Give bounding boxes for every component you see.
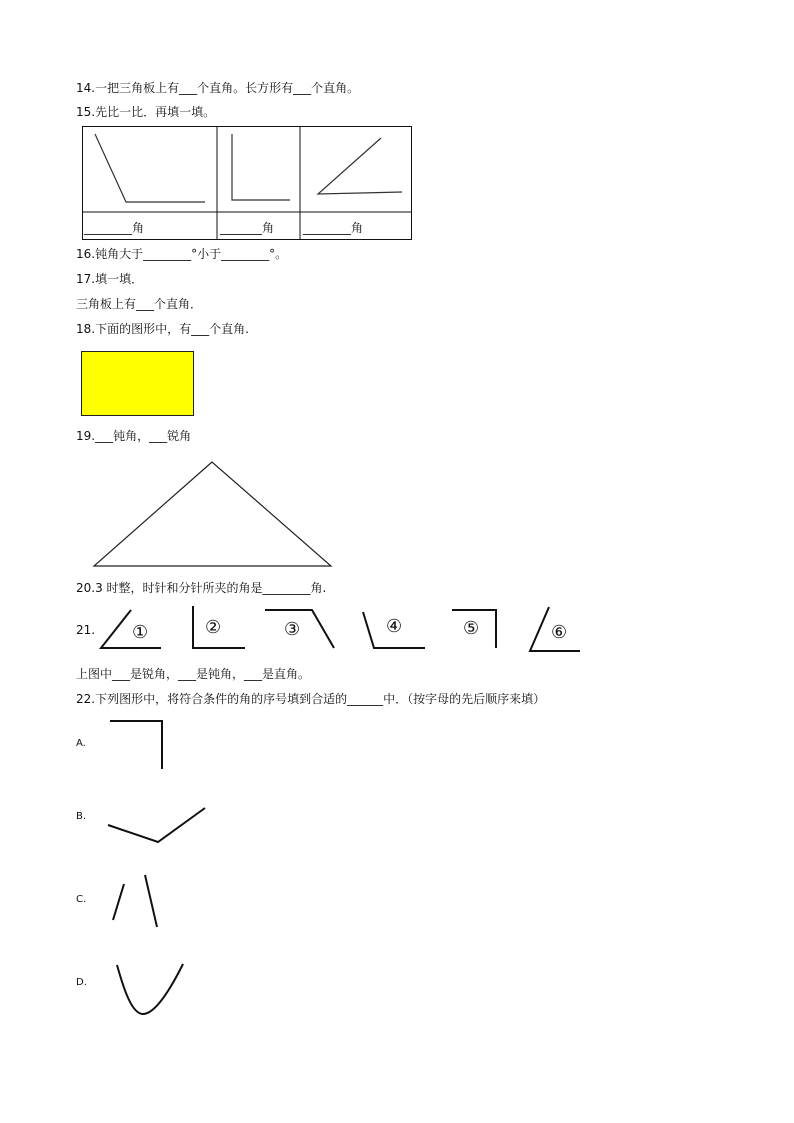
option-b-label: B.	[76, 811, 87, 822]
mark-2: ②	[205, 617, 222, 638]
mark-1: ①	[132, 622, 149, 643]
question-21-label: 21.	[76, 623, 96, 637]
mark-6: ⑥	[551, 622, 568, 643]
option-a-label: A.	[76, 738, 86, 749]
table-cell-2: _______角	[220, 221, 275, 235]
option-c-angle	[113, 875, 157, 927]
question-17-title: 17.填一填．	[76, 272, 144, 286]
table-cell-1: ________角	[84, 221, 145, 235]
question-20: 20.3 时整，时针和分针所夹的角是________角.	[76, 581, 327, 595]
option-d-angle	[117, 964, 183, 1014]
mark-4: ④	[386, 616, 403, 637]
question-17-text: 三角板上有___个直角．	[76, 297, 203, 311]
question-16: 16.钝角大于________°小于________°。	[76, 247, 288, 261]
option-c-label: C.	[76, 894, 87, 905]
mark-5: ⑤	[463, 618, 480, 639]
obtuse-angle-figure	[95, 134, 205, 202]
option-d-label: D.	[76, 977, 87, 988]
question-21-text: 上图中___是锐角，___是钝角，___是直角。	[76, 667, 311, 681]
yellow-rectangle	[81, 351, 194, 416]
option-b-angle	[108, 808, 205, 842]
acute-angle-figure	[318, 138, 402, 194]
mark-3: ③	[284, 619, 301, 640]
angle-1	[101, 610, 161, 648]
table-cell-3: ________角	[303, 221, 364, 235]
question-19: 19.___钝角，___锐角	[76, 429, 192, 443]
question-18: 18.下面的图形中，有___个直角.	[76, 322, 249, 336]
option-a-angle	[110, 721, 162, 769]
right-angle-figure	[232, 134, 290, 200]
question-15: 15.先比一比．再填一填。	[76, 105, 216, 119]
question-22: 22.下列图形中，将符合条件的角的序号填到合适的______中．（按字母的先后顺序来填）	[76, 692, 546, 706]
question-14: 14.一把三角板上有___个直角。长方形有___个直角。	[76, 81, 360, 95]
